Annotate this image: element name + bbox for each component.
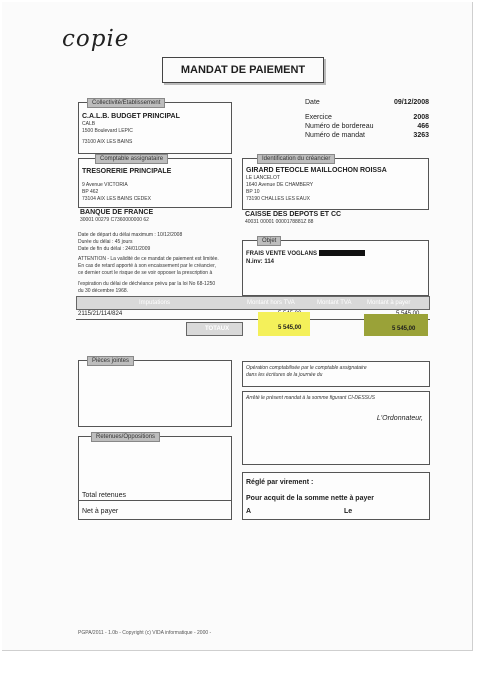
left-bank-name: BANQUE DE FRANCE [80,209,154,216]
mandat-number-value: 3263 [413,132,429,139]
acquit-label: Pour acquit de la somme nette à payer [246,495,374,502]
creditor-line: BP 10 [246,189,260,195]
totals-label-cell [186,322,243,336]
pieces-tag: Pièces jointes [87,356,134,366]
mandat-number-label: Numéro de mandat [305,132,365,139]
reglement-box [242,472,430,520]
total-ht-value: 5 545,00 [278,325,302,331]
deadline-line: Date de départ du délai maximum : 10/12/2008 [78,232,183,238]
totals-label: TOTAUX [205,326,230,332]
object-line-2: N.inv: 114 [246,259,275,265]
footer-copyright: PGPA/2011 - 1.0b - Copyright (c) VIDA informatique - 2000 - [78,630,212,636]
signer-name: TRESORERIE PRINCIPALE [82,168,172,175]
retenues-box [78,436,232,520]
deadline-line: Date de fin du délai : 24/01/2009 [78,246,151,252]
emitter-tag: Collectivité/Etablissement [87,98,165,108]
amounts-header [76,296,430,310]
right-bank [245,210,425,226]
emitter-line: CALB [82,121,96,127]
ordonnateur-label: L'Ordonnateur, [376,415,423,422]
object-box [242,240,429,296]
a-label: A [246,508,252,515]
col-pay: Montant à payer [367,300,411,306]
signer-line: BP 462 [82,189,99,195]
operation-line: dans les écritures de la journée du [246,372,323,378]
warning-line: ce dernier court le risque de se voir opposer la prescription à [78,270,213,276]
signer-box [78,158,232,208]
warning-line: du 30 décembre 1968. [78,288,129,294]
total-pay-value: 5 545,00 [392,326,416,332]
operation-line: Opération comptabilisée par le comptable assignataire [246,365,367,371]
warning-line: l'expiration du délai de déchéance prévu par la loi No 68-1250 [78,281,216,287]
le-label: Le [344,508,353,515]
document-title: MANDAT DE PAIEMENT [162,57,324,83]
creditor-tag: Identification du créancier [257,154,335,164]
signer-tag: Comptable assignataire [95,154,168,164]
regle-label: Réglé par virement : [246,479,314,486]
creditor-name: GIRARD ETEOCLE MAILLOCHON ROISSA [246,167,387,174]
bordereau-value: 466 [417,123,429,130]
emitter-line: 73100 AIX LES BAINS [82,139,133,145]
warning-line: En cas de retard apporté à son encaissement par le créancier, [78,263,216,269]
object-line-1: FRAIS VENTE VOGLANS [246,251,318,257]
col-imputation: Imputations [139,300,171,306]
emitter-name: C.A.L.B. BUDGET PRINCIPAL [82,113,180,120]
arrete-text: Arrêté le présent mandat à la somme figurant CI-DESSUS [246,395,375,401]
retenues-tag: Retenues/Oppositions [91,432,160,442]
date-block [305,98,429,140]
emitter-box [78,102,232,154]
imputation-value: 2115/21/114/824 [78,311,123,317]
creditor-line: LE LANCELOT [246,175,280,181]
signer-line: 9 Avenue VICTORIA [82,182,128,188]
creditor-box [242,158,429,210]
col-tva: Montant TVA [317,300,352,306]
date-value: 09/12/2008 [393,99,429,106]
retenues-divider [79,500,231,501]
redaction-bar [319,250,365,256]
date-label: Date [305,99,320,106]
left-bank [80,208,232,224]
arrete-box [242,391,430,465]
handwritten-note: copie [62,26,130,52]
deadline-line: Durée du délai : 45 jours [78,239,133,245]
highlight-pay [364,314,428,336]
pieces-box [78,360,232,427]
exercice-label: Exercice [305,114,332,121]
warning-line: ATTENTION - La validité de ce mandat de paiement est limitée. [78,256,219,262]
net-a-payer-label: Net à payer [82,508,119,515]
total-retenues-label: Total retenues [82,492,126,499]
signer-line: 73104 AIX LES BAINS CEDEX [82,196,151,202]
bordereau-label: Numéro de bordereau [305,123,374,130]
right-bank-code: 40031 00001 0000178881Z 88 [245,219,314,225]
right-bank-name: CAISSE DES DEPOTS ET CC [245,211,342,218]
left-bank-code: 30001 00279 C7360000000 62 [80,217,149,223]
emitter-line: 1500 Boulevard LEPIC [82,128,133,134]
deadline-block [78,232,238,295]
exercice-value: 2008 [413,114,429,121]
object-tag: Objet [257,236,281,246]
operation-box [242,361,430,387]
creditor-line: 73190 CHALLES LES EAUX [246,196,310,202]
creditor-line: 1640 Avenue DE CHAMBERY [246,182,314,188]
highlight-ht [258,312,310,336]
col-ht: Montant hors TVA [247,300,295,306]
